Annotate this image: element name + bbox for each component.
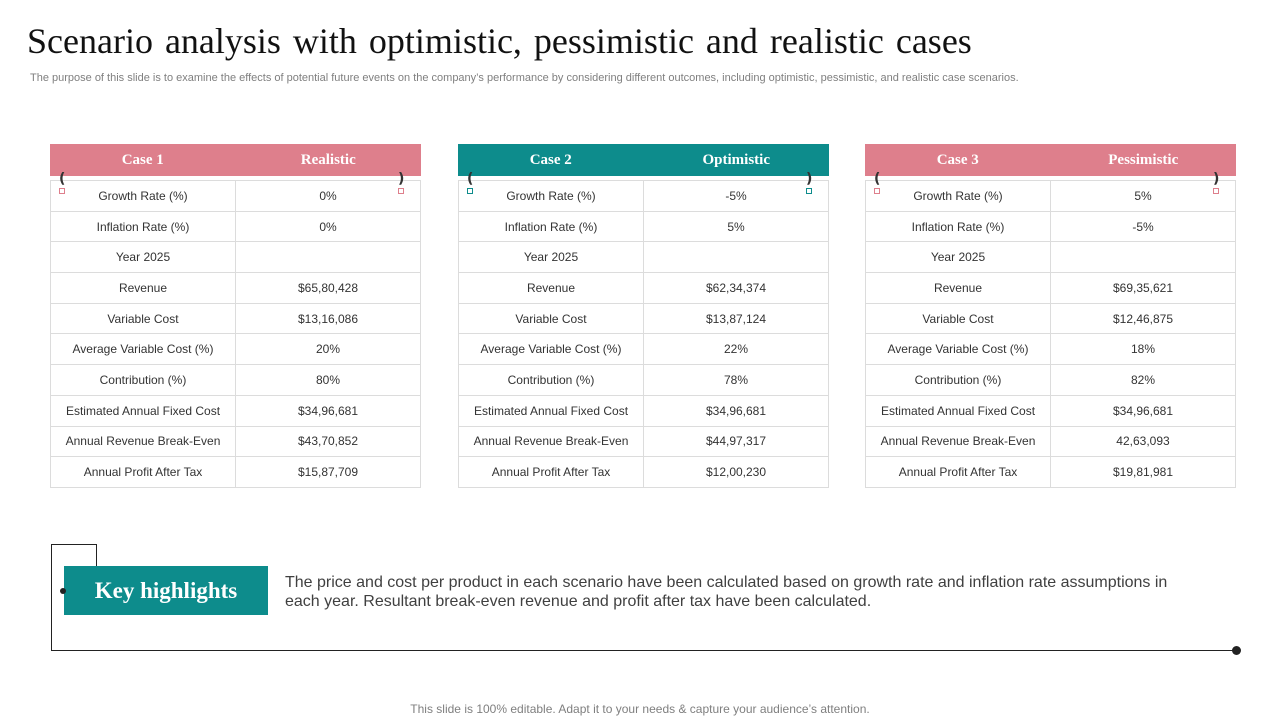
row-label: Contribution (%) [459,365,644,396]
slide-title: Scenario analysis with optimistic, pessimistic and realistic cases [27,21,972,61]
right-bracket-icon: ) [806,172,816,192]
table-row [459,426,829,457]
row-value: $34,96,681 [236,395,421,426]
row-label: Inflation Rate (%) [866,211,1051,242]
row-label: Average Variable Cost (%) [866,334,1051,365]
row-value: $12,46,875 [1051,303,1236,334]
row-label: Revenue [459,273,644,304]
row-value: $12,00,230 [644,457,829,488]
table-row [459,334,829,365]
row-label: Estimated Annual Fixed Cost [866,395,1051,426]
footer-note: This slide is 100% editable. Adapt it to your needs & capture your audience’s attention. [410,702,870,716]
row-label: Contribution (%) [866,365,1051,396]
row-label: Growth Rate (%) [866,181,1051,212]
row-value: -5% [644,181,829,212]
case-1-label: Case 1 [121,151,164,168]
row-value: $65,80,428 [236,273,421,304]
row-value: 42,63,093 [1051,426,1236,457]
case-2-scenario: Optimistic [702,151,770,168]
row-value: $13,87,124 [644,303,829,334]
row-label: Annual Profit After Tax [866,457,1051,488]
case-1-panel [50,144,421,488]
row-label: Contribution (%) [51,365,236,396]
case-3-table [865,180,1236,488]
case-3-panel [865,144,1236,488]
table-row [866,426,1236,457]
table-row [459,303,829,334]
row-value: 20% [236,334,421,365]
row-label: Annual Revenue Break-Even [866,426,1051,457]
row-value: $34,96,681 [644,395,829,426]
left-bracket-icon: ( [874,172,884,192]
row-label: Annual Profit After Tax [459,457,644,488]
table-row [459,181,829,212]
row-label: Year 2025 [866,242,1051,273]
row-value: $15,87,709 [236,457,421,488]
bullet-dot-icon [60,588,66,594]
row-value: $62,34,374 [644,273,829,304]
row-value: $69,35,621 [1051,273,1236,304]
table-row [866,395,1236,426]
row-label: Annual Revenue Break-Even [51,426,236,457]
table-row [51,457,421,488]
table-row [51,211,421,242]
highlight-baseline [51,650,1237,651]
row-label: Variable Cost [866,303,1051,334]
case-2-panel [458,144,829,488]
row-value: 18% [1051,334,1236,365]
row-value: 5% [644,211,829,242]
table-row [51,181,421,212]
table-row [51,242,421,273]
row-label: Year 2025 [51,242,236,273]
row-value: 80% [236,365,421,396]
row-label: Growth Rate (%) [459,181,644,212]
table-row [866,181,1236,212]
row-value: 82% [1051,365,1236,396]
row-label: Annual Profit After Tax [51,457,236,488]
row-label: Annual Revenue Break-Even [459,426,644,457]
table-row [51,273,421,304]
case-2-header [458,144,829,187]
row-value: 5% [1051,181,1236,212]
table-row [866,457,1236,488]
left-bracket-icon: ( [467,172,477,192]
highlight-frame [51,544,97,566]
row-label: Year 2025 [459,242,644,273]
row-label: Estimated Annual Fixed Cost [51,395,236,426]
row-value: 0% [236,181,421,212]
key-highlights-heading: Key highlights [64,566,268,615]
row-value [644,242,829,273]
row-value: 78% [644,365,829,396]
table-row [866,334,1236,365]
row-value: 0% [236,211,421,242]
case-1-table [50,180,421,488]
row-label: Variable Cost [51,303,236,334]
table-row [459,395,829,426]
table-row [866,365,1236,396]
case-3-scenario: Pessimistic [1108,151,1179,168]
case-3-label: Case 3 [936,151,979,168]
row-label: Variable Cost [459,303,644,334]
row-value: $44,97,317 [644,426,829,457]
row-value: $43,70,852 [236,426,421,457]
row-value: 22% [644,334,829,365]
table-row [51,334,421,365]
case-3-header [865,144,1236,187]
baseline-end-dot-icon [1232,646,1241,655]
case-2-label: Case 2 [529,151,572,168]
table-row [459,365,829,396]
row-value [1051,242,1236,273]
row-label: Growth Rate (%) [51,181,236,212]
table-row [866,211,1236,242]
table-row [459,211,829,242]
table-row [459,273,829,304]
table-row [459,242,829,273]
row-label: Revenue [51,273,236,304]
row-value: -5% [1051,211,1236,242]
table-row [51,395,421,426]
case-2-table [458,180,829,488]
table-row [866,303,1236,334]
row-label: Inflation Rate (%) [459,211,644,242]
row-label: Revenue [866,273,1051,304]
right-bracket-icon: ) [398,172,408,192]
key-highlights-text: The price and cost per product in each scenario have been calculated based on growth rate and inflation rate assumptions in each year. Resultant break-even revenue and profit after tax have been calculated. [285,574,1168,610]
table-row [51,426,421,457]
case-1-scenario: Realistic [300,151,356,168]
right-bracket-icon: ) [1213,172,1223,192]
table-row [866,242,1236,273]
case-1-header [50,144,421,187]
row-label: Average Variable Cost (%) [459,334,644,365]
slide-subtitle: The purpose of this slide is to examine the effects of potential future events on the company’s performance by considering different outcomes, including optimistic, pessimistic, and realistic case scenarios. [30,72,1019,84]
row-label: Inflation Rate (%) [51,211,236,242]
row-value [236,242,421,273]
table-row [51,365,421,396]
row-label: Average Variable Cost (%) [51,334,236,365]
table-row [866,273,1236,304]
table-row [51,303,421,334]
row-label: Estimated Annual Fixed Cost [459,395,644,426]
table-row [459,457,829,488]
row-value: $34,96,681 [1051,395,1236,426]
row-value: $19,81,981 [1051,457,1236,488]
left-bracket-icon: ( [59,172,69,192]
row-value: $13,16,086 [236,303,421,334]
